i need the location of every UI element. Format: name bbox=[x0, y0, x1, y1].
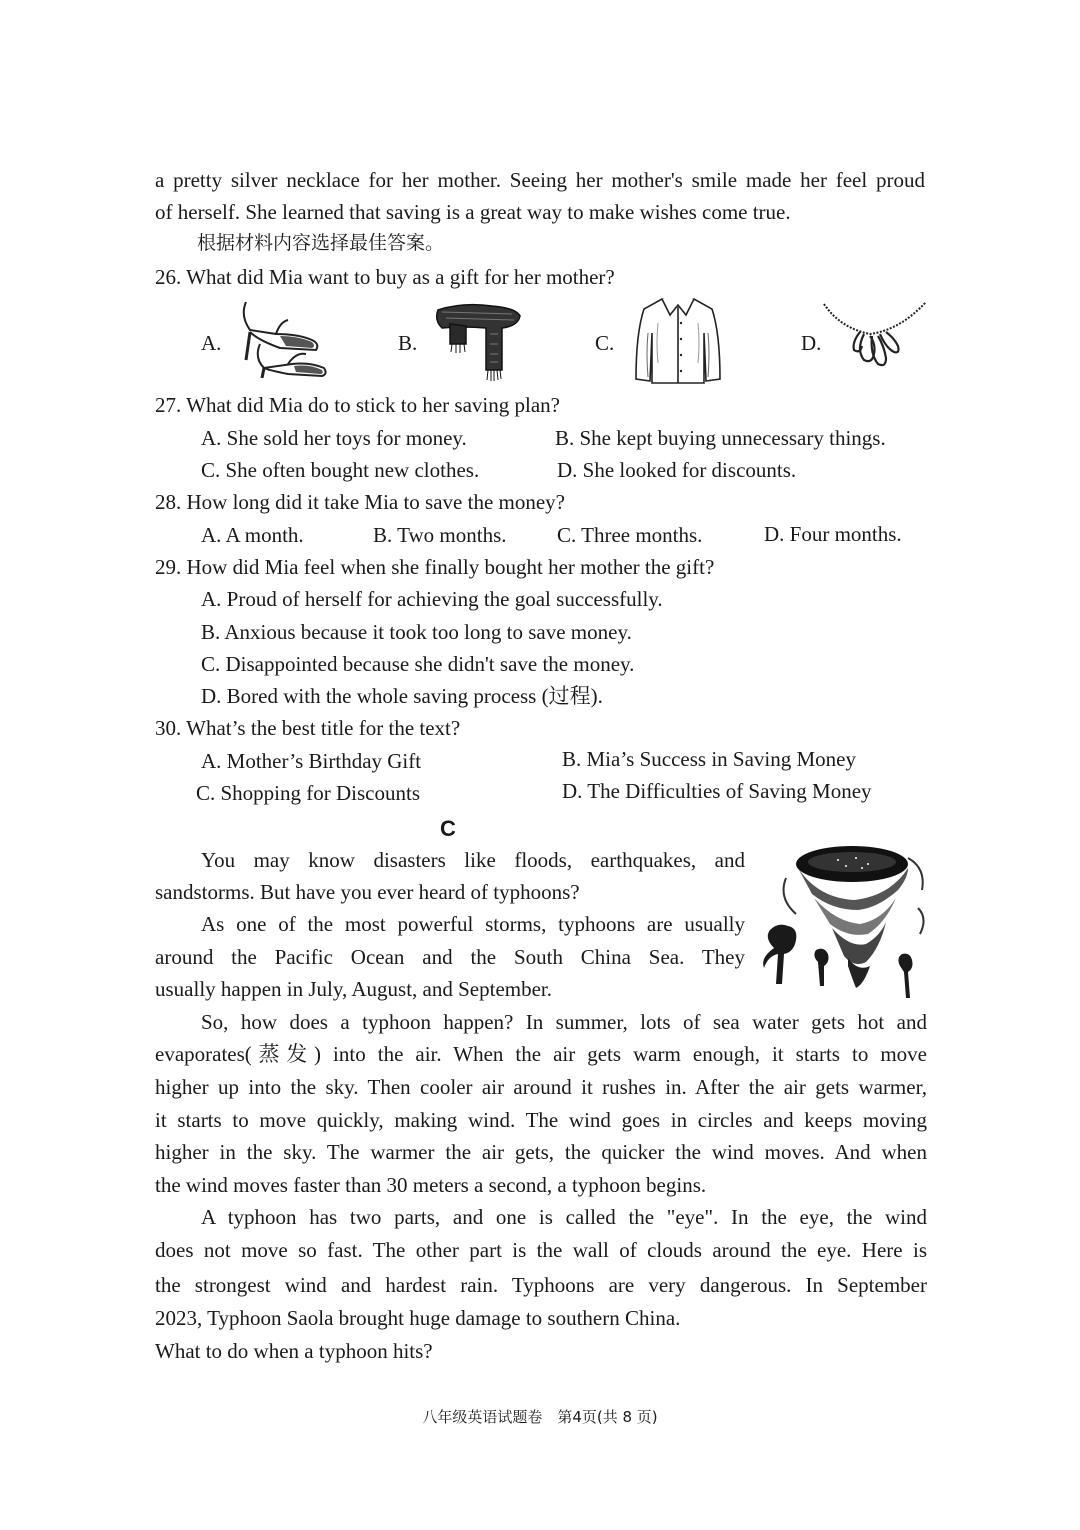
passage-c-p4-line-2: does not move so fast. The other part is the wall of clouds around the eye. Here is bbox=[155, 1238, 927, 1262]
q27-option-b[interactable]: B. She kept buying unnecessary things. bbox=[555, 426, 886, 450]
passage-b-line-1: a pretty silver necklace for her mother. Seeing her mother's smile made her feel proud bbox=[155, 168, 925, 192]
passage-c-p5-line-1: What to do when a typhoon hits? bbox=[155, 1339, 433, 1363]
q28-option-b[interactable]: B. Two months. bbox=[373, 523, 507, 547]
instruction: 根据材料内容选择最佳答案。 bbox=[197, 232, 445, 254]
q29-option-a[interactable]: A. Proud of herself for achieving the goal successfully. bbox=[201, 587, 663, 611]
question-27-stem: 27. What did Mia do to stick to her saving plan? bbox=[155, 393, 560, 417]
passage-c-p3-line-5: higher in the sky. The warmer the air gets, the quicker the wind moves. And when bbox=[155, 1140, 927, 1164]
passage-c-p2-line-3: usually happen in July, August, and September. bbox=[155, 977, 553, 1001]
passage-c-heading: C bbox=[440, 816, 456, 841]
passage-c-p3-line-4: it starts to move quickly, making wind. The wind goes in circles and keeps moving bbox=[155, 1108, 927, 1132]
passage-c-p4-line-3: the strongest wind and hardest rain. Typhoons are very dangerous. In September bbox=[155, 1273, 927, 1297]
passage-c-p4-line-1: A typhoon has two parts, and one is called the "eye". In the eye, the wind bbox=[201, 1205, 927, 1229]
passage-c-p2-line-1: As one of the most powerful storms, typhoons are usually bbox=[201, 912, 745, 936]
passage-c-p3-line-2: evaporates(蒸发) into the air. When the air gets warm enough, it starts to move bbox=[155, 1042, 927, 1066]
q29-option-c[interactable]: C. Disappointed because she didn't save the money. bbox=[201, 652, 635, 676]
passage-c-p1-line-1: You may know disasters like floods, earthquakes, and bbox=[201, 848, 745, 872]
passage-c-p2-line-2: around the Pacific Ocean and the South China Sea. They bbox=[155, 945, 745, 969]
q26-option-b-letter[interactable]: B. bbox=[398, 331, 418, 355]
q30-option-d[interactable]: D. The Difficulties of Saving Money bbox=[562, 779, 872, 803]
page-footer: 八年级英语试题卷 第4页(共 8 页) bbox=[422, 1408, 658, 1426]
q27-option-a[interactable]: A. She sold her toys for money. bbox=[201, 426, 467, 450]
shirt-icon[interactable] bbox=[632, 293, 724, 387]
q30-option-b[interactable]: B. Mia’s Success in Saving Money bbox=[562, 747, 856, 771]
high-heel-shoes-icon[interactable] bbox=[236, 296, 332, 378]
passage-c-p1-line-2: sandstorms. But have you ever heard of typhoons? bbox=[155, 880, 580, 904]
question-29-stem: 29. How did Mia feel when she finally bought her mother the gift? bbox=[155, 555, 715, 579]
question-28-stem: 28. How long did it take Mia to save the money? bbox=[155, 490, 566, 514]
q28-option-a[interactable]: A. A month. bbox=[201, 523, 304, 547]
q26-option-d-letter[interactable]: D. bbox=[801, 331, 822, 355]
q27-option-d[interactable]: D. She looked for discounts. bbox=[557, 458, 797, 482]
passage-c-p4-line-4: 2023, Typhoon Saola brought huge damage to southern China. bbox=[155, 1306, 681, 1330]
passage-c-p3-line-1: So, how does a typhoon happen? In summer, lots of sea water gets hot and bbox=[201, 1010, 927, 1034]
q26-option-c-letter[interactable]: C. bbox=[595, 331, 615, 355]
passage-c-p3-line-3: higher up into the sky. Then cooler air around it rushes in. After the air gets warmer, bbox=[155, 1075, 927, 1099]
passage-b-line-2: of herself. She learned that saving is a great way to make wishes come true. bbox=[155, 200, 791, 224]
q26-option-a-letter[interactable]: A. bbox=[201, 331, 222, 355]
question-30-stem: 30. What’s the best title for the text? bbox=[155, 716, 461, 740]
question-26-stem: 26. What did Mia want to buy as a gift for her mother? bbox=[155, 265, 615, 289]
passage-c-p3-line-6: the wind moves faster than 30 meters a second, a typhoon begins. bbox=[155, 1173, 707, 1197]
q30-option-c[interactable]: C. Shopping for Discounts bbox=[196, 781, 421, 805]
q29-option-b[interactable]: B. Anxious because it took too long to save money. bbox=[201, 620, 632, 644]
necklace-icon[interactable] bbox=[820, 298, 932, 374]
q27-option-c[interactable]: C. She often bought new clothes. bbox=[201, 458, 480, 482]
q28-option-d[interactable]: D. Four months. bbox=[764, 522, 902, 546]
typhoon-tornado-icon bbox=[758, 838, 934, 1002]
q28-option-c[interactable]: C. Three months. bbox=[557, 523, 703, 547]
q29-option-d[interactable]: D. Bored with the whole saving process (过程). bbox=[201, 684, 603, 708]
q30-option-a[interactable]: A. Mother’s Birthday Gift bbox=[201, 749, 422, 773]
scarf-icon[interactable] bbox=[432, 300, 524, 384]
